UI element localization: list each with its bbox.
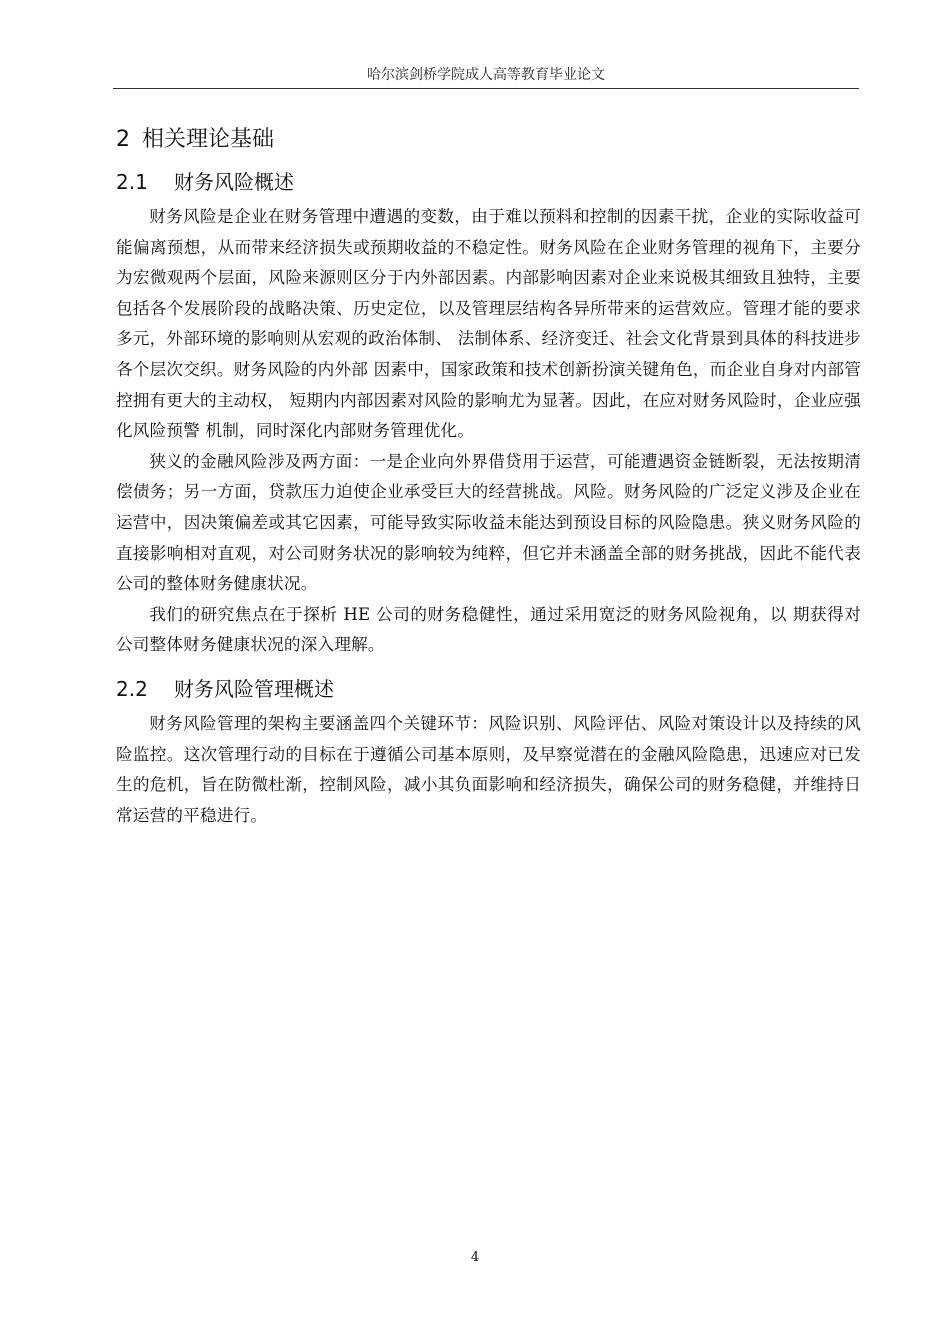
section-title: 财务风险管理概述 bbox=[174, 676, 334, 701]
section-heading-2-2 bbox=[116, 669, 861, 709]
section-title: 财务风险概述 bbox=[174, 170, 294, 194]
chapter-number: 2 bbox=[116, 127, 130, 152]
paragraph: 财务风险管理的架构主要涵盖四个关键环节：风险识别、风险评估、风险对策设计以及持续的风险监控。这次管理行动的目标在于遵循公司基本原则，及早察觉潜在的金融风险隐患，迅速应对已发生的危机，旨在防微杜渐，控制风险，减小其负面影响和经济损失，确保公司的财务稳健，并维持日常运营的平稳进行。 bbox=[116, 713, 861, 825]
header-divider bbox=[113, 88, 859, 89]
section-number: 2.2 bbox=[116, 676, 148, 701]
chapter-title: 相关理论基础 bbox=[142, 127, 275, 152]
chapter-heading bbox=[116, 120, 861, 160]
paragraph: 我们的研究焦点在于探析 HE 公司的财务稳健性，通过采用宽泛的财务风险视角，以 期获得对公司整体财务健康状况的深入理解。 bbox=[116, 604, 861, 655]
section-number: 2.1 bbox=[116, 170, 148, 194]
running-header: 哈尔滨剑桥学院成人高等教育毕业论文 bbox=[367, 67, 605, 83]
paragraph: 财务风险是企业在财务管理中遭遇的变数，由于难以预料和控制的因素干扰，企业的实际收益可能偏离预想，从而带来经济损失或预期收益的不稳定性。财务风险在企业财务管理的视角下，主要分为宏微观两个层面，风险来源则区分于内外部因素。内部影响因素对企业来说极其细致且独特，主要包括各个发展阶段的战略决策、历史定位，以及管理层结构各异所带来的运营效应。管理才能的要求多元，外部环境的影响则从宏观的政治体制、 法制体系、经济变迁、社会文化背景到具体的科技进步各个层次交织。财务风险的内外部 因素中，国家政策和技术创新扮演关键角色，而企业自身对内部管控拥有更大的主动权， 短期内内部因素对风险的影响尤为显著。因此，在应对财务风险时，企业应强化风险预警 机制，同时深化内部财务管理优化。 bbox=[116, 207, 861, 441]
section-heading-2-1 bbox=[116, 162, 861, 202]
page-number: 4 bbox=[470, 1250, 480, 1265]
page-body bbox=[116, 120, 861, 831]
paragraph: 狭义的金融风险涉及两方面：一是企业向外界借贷用于运营，可能遭遇资金链断裂，无法按期清偿债务；另一方面，贷款压力迫使企业承受巨大的经营挑战。风险。财务风险的广泛定义涉及企业在运营中，因决策偏差或其它因素，可能导致实际收益未能达到预设目标的风险隐患。狭义财务风险的直接影响相对直观，对公司财务状况的影响较为纯粹，但它并未涵盖全部的财务挑战，因此不能代表公司的整体财务健康状况。 bbox=[116, 451, 861, 594]
